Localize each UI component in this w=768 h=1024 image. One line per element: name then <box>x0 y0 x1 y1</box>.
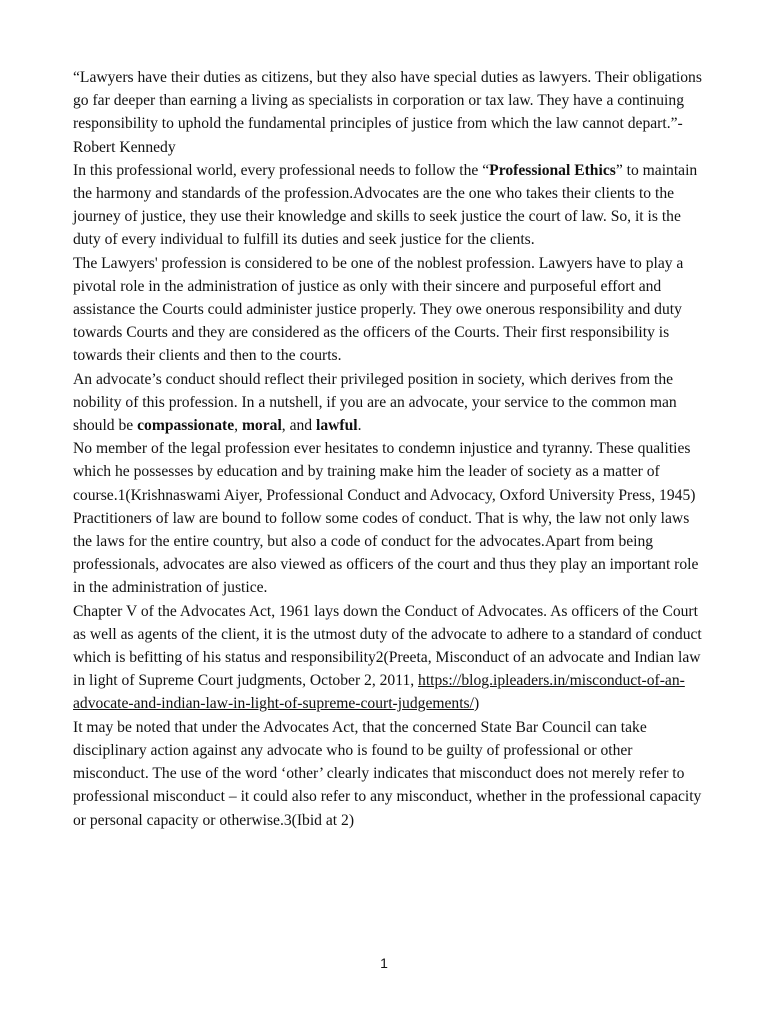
paragraph-chapter-v: Chapter V of the Advocates Act, 1961 lays down the Conduct of Advocates. As officers of the Court as well as agents of the client, it is the utmost duty of the advocate to adhere to a standard of conduct which is befitting of his status and responsibility2(Preeta, Misconduct of an advocate and Indian law in light of Supreme Court judgments, October 2, 2011, https://blog.ipleaders.in/misconduct-of-an-advocate-and-indian-law-in-light-of-supreme-court-judgements/) <box>73 602 702 713</box>
paragraph-advocate-conduct: An advocate’s conduct should reflect their privileged position in society, which derives from the nobility of this profession. In a nutshell, if you are an advocate, your service to the common man should be compassionate, moral, and lawful. <box>73 370 677 435</box>
bold-compassionate: compassionate <box>137 417 235 435</box>
document-body <box>73 66 703 832</box>
page-number: 1 <box>380 955 388 971</box>
paragraph-legal-profession: No member of the legal profession ever hesitates to condemn injustice and tyranny. These qualities which he possesses by education and by training make him the leader of society as a matter of course.1(Krishnaswami Aiyer, Professional Conduct and Advocacy, Oxford University Press, 1945) <box>73 440 696 504</box>
paragraph-noblest-profession: The Lawyers' profession is considered to be one of the noblest profession. Lawyers have to play a pivotal role in the administration of justice as only with their sincere and purposeful effort and assistance the Courts could administer justice properly. They owe onerous responsibility and duty towards Courts and they are considered as the officers of the Courts. Their first responsibility is towards their clients and then to the courts. <box>73 254 684 365</box>
paragraph-codes-of-conduct: Practitioners of law are bound to follow some codes of conduct. That is why, the law not only laws the laws for the entire country, but also a code of conduct for the advocates.Apart from being professionals, advocates are also viewed as officers of the court and thus they play an important role in the administration of justice. <box>73 509 699 597</box>
bold-professional-ethics: Professional Ethics <box>489 161 616 179</box>
bold-lawful: lawful <box>316 417 358 435</box>
paragraph-professional-ethics: In this professional world, every professional needs to follow the “Professional Ethics” to maintain the harmony and standards of the profession.Advocates are the one who takes their clients to the journey of justice, they use their knowledge and skills to seek justice the court of law. So, it is the duty of every individual to fulfill its duties and seek justice for the clients. <box>73 161 698 249</box>
ipleaders-link[interactable]: https://blog.ipleaders.in/misconduct-of-an-advocate-and-indian-law-in-light-of-supreme-court-judgements/ <box>73 672 685 713</box>
bold-moral: moral <box>241 417 282 435</box>
paragraph-bar-council: It may be noted that under the Advocates Act, that the concerned State Bar Council can take disciplinary action against any advocate who is found to be guilty of professional or other misconduct. The use of the word ‘other’ clearly indicates that misconduct does not merely refer to professional misconduct – it could also refer to any misconduct, whether in the professional capacity or personal capacity or otherwise.3(Ibid at 2) <box>73 718 702 829</box>
paragraph-kennedy-quote: “Lawyers have their duties as citizens, but they also have special duties as lawyers. Their obligations go far deeper than earning a living as specialists in corporation or tax law. They have a continuing responsibility to uphold the fundamental principles of justice from which the law cannot depart.”- Robert Kennedy <box>73 69 702 156</box>
